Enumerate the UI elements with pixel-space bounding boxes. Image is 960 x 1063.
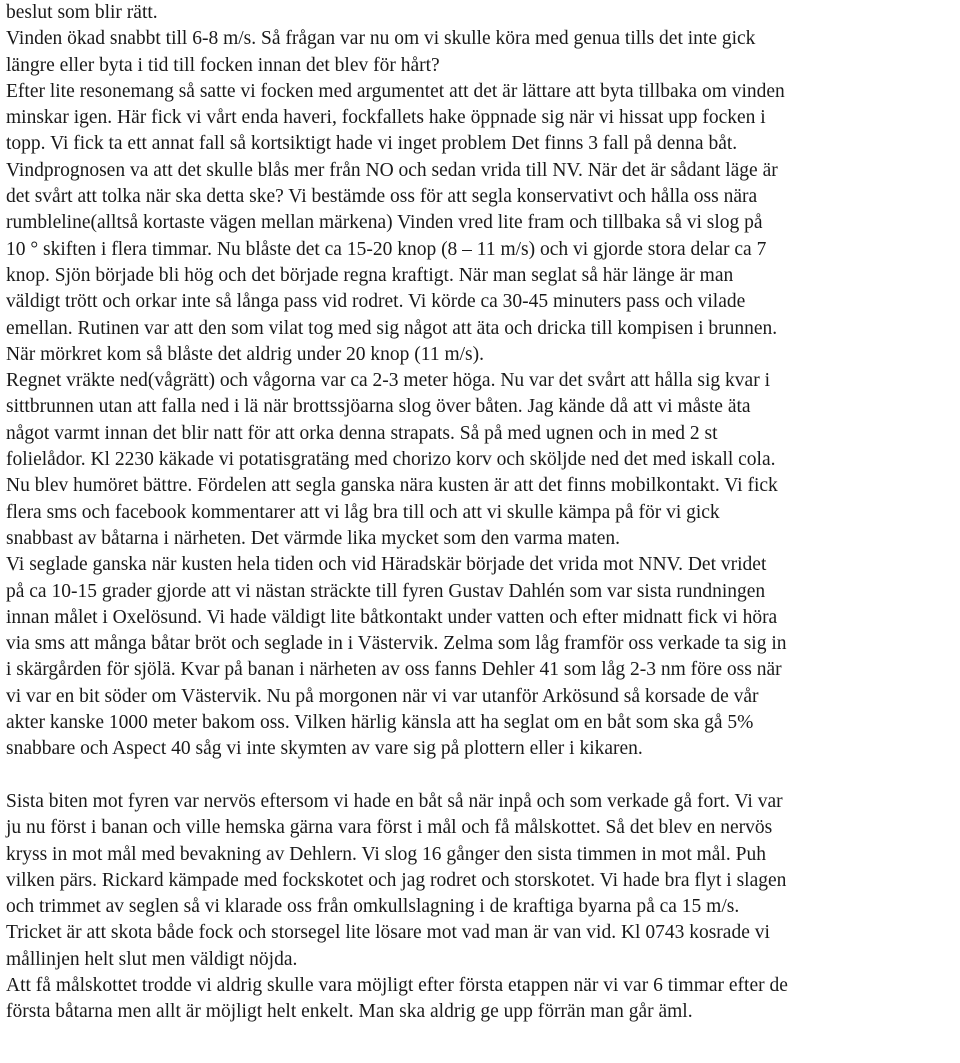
text-line: första båtarna men allt är möjligt helt enkelt. Man ska aldrig ge upp förrän man går äml.: [6, 1001, 693, 1023]
text-line: 10 ° skiften i flera timmar. Nu blåste det ca 15-20 knop (8 – 11 m/s) och vi gjorde stora delar ca 7: [6, 238, 767, 260]
text-line: via sms att många båtar bröt och seglade in i Västervik. Zelma som låg framför oss verkade ta sig in: [6, 633, 787, 655]
text-line: mållinjen helt slut men väldigt nöjda.: [6, 948, 298, 970]
text-line: knop. Sjön började bli hög och det började regna kraftigt. När man seglat så här länge är man: [6, 264, 734, 286]
document-body: [6, 0, 956, 1026]
text-line: och trimmet av seglen så vi klarade oss från omkullslagning i de kraftiga byarna på ca 15 m/s.: [6, 896, 740, 918]
text-line: Regnet vräkte ned(vågrätt) och vågorna var ca 2-3 meter höga. Nu var det svårt att hålla sig kvar i: [6, 370, 770, 392]
text-line: kryss in mot mål med bevakning av Dehlern. Vi slog 16 gånger den sista timmen in mot mål. Puh: [6, 843, 766, 865]
text-line: Sista biten mot fyren var nervös eftersom vi hade en båt så när inpå och som verkade gå fort. Vi var: [6, 790, 783, 812]
text-line: Vindprognosen va att det skulle blås mer från NO och sedan vrida till NV. När det är sådant läge är: [6, 159, 778, 181]
text-line: på ca 10-15 grader gjorde att vi nästan sträckte till fyren Gustav Dahlén som var sista rundningen: [6, 580, 766, 602]
paragraph-spacer: [6, 763, 956, 789]
text-line: När mörkret kom så blåste det aldrig under 20 knop (11 m/s).: [6, 343, 484, 365]
text-line: innan målet i Oxelösund. Vi hade väldigt lite båtkontakt under vatten och efter midnatt fick vi höra: [6, 606, 778, 628]
text-line: i skärgården för sjölä. Kvar på banan i närheten av oss fanns Dehler 41 som låg 2-3 nm före oss när: [6, 659, 782, 681]
text-line: topp. Vi fick ta ett annat fall så kortsiktigt hade vi inget problem Det finns 3 fall på denna båt.: [6, 133, 738, 155]
paragraph-block-2: [6, 789, 956, 1026]
text-line: vilken pärs. Rickard kämpade med fockskotet och jag rodret och storskotet. Vi hade bra flyt i slagen: [6, 869, 787, 891]
text-line: folielådor. Kl 2230 käkade vi potatisgratäng med chorizo korv och sköljde ned det med iskall cola.: [6, 449, 776, 471]
text-line: Tricket är att skota både fock och storsegel lite lösare mot vad man är van vid. Kl 0743 kosrade vi: [6, 922, 770, 944]
text-line: snabbare och Aspect 40 såg vi inte skymten av vare sig på plottern eller i kikaren.: [6, 738, 643, 760]
text-line: ju nu först i banan och ville hemska gärna vara först i mål och få målskottet. Så det blev en nervös: [6, 817, 773, 839]
paragraph-block-1: [6, 0, 956, 763]
text-line: vi var en bit söder om Västervik. Nu på morgonen när vi var utanför Arkösund så korsade de vår: [6, 685, 759, 707]
text-line: emellan. Rutinen var att den som vilat tog med sig något att äta och dricka till kompisen i brunnen.: [6, 317, 778, 339]
text-line: Att få målskottet trodde vi aldrig skulle vara möjligt efter första etappen när vi var 6 timmar efter de: [6, 974, 788, 996]
text-line: Nu blev humöret bättre. Fördelen att segla ganska nära kusten är att det finns mobilkontakt. Vi fick: [6, 475, 778, 497]
text-line: Vinden ökad snabbt till 6-8 m/s. Så frågan var nu om vi skulle köra med genua tills det inte gick: [6, 28, 756, 50]
text-line: flera sms och facebook kommentarer att vi låg bra till och att vi skulle kämpa på för vi gick: [6, 501, 720, 523]
text-line: Vi seglade ganska när kusten hela tiden och vid Häradskär började det vrida mot NNV. Det vridet: [6, 554, 767, 576]
text-line: väldigt trött och orkar inte så långa pass vid rodret. Vi körde ca 30-45 minuters pass och vilade: [6, 291, 746, 313]
text-line: något varmt innan det blir natt för att orka denna strapats. Så på med ugnen och in med 2 st: [6, 422, 718, 444]
text-line: Efter lite resonemang så satte vi focken med argumentet att det är lättare att byta tillbaka om vinden: [6, 80, 785, 102]
text-line: akter kanske 1000 meter bakom oss. Vilken härlig känsla att ha seglat om en båt som ska gå 5%: [6, 712, 754, 734]
text-line: längre eller byta i tid till focken innan det blev för hårt?: [6, 54, 440, 76]
text-line: det svårt att tolka när ska detta ske? Vi bestämde oss för att segla konservativt och hålla oss nära: [6, 186, 758, 208]
text-line: rumbleline(alltså kortaste vägen mellan märkena) Vinden vred lite fram och tillbaka så vi slog på: [6, 212, 763, 234]
text-line: snabbast av båtarna i närheten. Det värmde lika mycket som den varma maten.: [6, 527, 621, 549]
text-line: beslut som blir rätt.: [6, 2, 158, 23]
text-line: minskar igen. Här fick vi vårt enda haveri, fockfallets hake öppnade sig när vi hissat upp focken i: [6, 107, 766, 129]
text-line: sittbrunnen utan att falla ned i lä när brottssjöarna slog över båten. Jag kände då att vi måste äta: [6, 396, 751, 418]
